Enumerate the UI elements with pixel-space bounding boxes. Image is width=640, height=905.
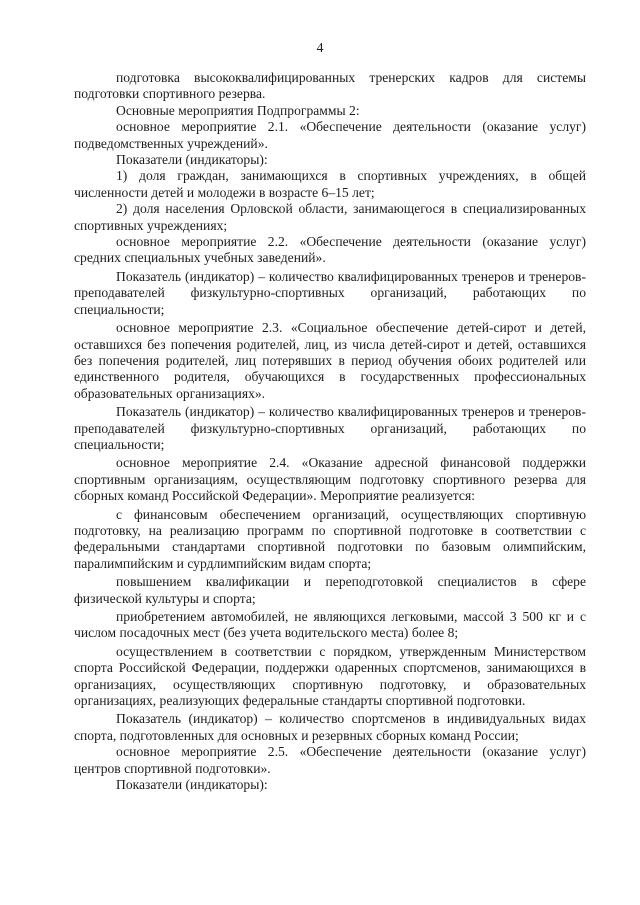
paragraph-5: 1) доля граждан, занимающихся в спортивных учреждениях, в общей численности детей и молодежи в возрасте 6–15 лет; xyxy=(74,168,586,200)
paragraph-18: Показатели (индикаторы): xyxy=(116,777,268,793)
paragraph-7: основное мероприятие 2.2. «Обеспечение деятельности (оказание услуг) средних специальных учебных заведений». xyxy=(74,234,586,266)
paragraph-10: Показатель (индикатор) – количество квалифицированных тренеров и тренеров-преподавателей физкультурно-спортивных организаций, работающих по специальности; xyxy=(74,404,586,452)
paragraph-11: основное мероприятие 2.4. «Оказание адресной финансовой поддержки спортивным организациям, осуществляющим подготовку спортивного резерва для сборных команд Российской Федерации». Мероприятие реализуется: xyxy=(74,455,586,504)
paragraph-12: с финансовым обеспечением организаций, осуществляющих спортивную подготовку, на реализацию программ по спортивной подготовке в соответствии с федеральными стандартами спортивной подготовки по базовым олимпийским, паралимпийским и сурдлимпийским видам спорта; xyxy=(74,506,586,571)
paragraph-17: основное мероприятие 2.5. «Обеспечение деятельности (оказание услуг) центров спортивной подготовки». xyxy=(74,744,586,776)
page-number: 4 xyxy=(316,40,324,55)
paragraph-16: Показатель (индикатор) – количество спортсменов в индивидуальных видах спорта, подготовленных для основных и резервных сборных команд России; xyxy=(74,711,586,743)
paragraph-4: Показатели (индикаторы): xyxy=(116,152,268,168)
paragraph-15: осуществлением в соответствии с порядком, утвержденным Министерством спорта Российской Федерации, поддержки одаренных спортсменов, занимающихся в организациях, осуществляющих спортивную подготовку, и образовательных организациях, реализующих федеральные стандарты спортивной подготовки. xyxy=(74,643,586,709)
paragraph-1: подготовка высококвалифицированных тренерских кадров для системы подготовки спортивного резерва. xyxy=(74,70,586,102)
paragraph-6: 2) доля населения Орловской области, занимающегося в специализированных спортивных учреждениях; xyxy=(74,201,586,233)
paragraph-14: приобретением автомобилей, не являющихся легковыми, массой 3 500 кг и с числом посадочных мест (без учета водительского места) более 8; xyxy=(74,609,586,641)
paragraph-2: Основные мероприятия Подпрограммы 2: xyxy=(116,102,360,118)
paragraph-13: повышением квалификации и переподготовкой специалистов в сфере физической культуры и спорта; xyxy=(74,574,586,606)
paragraph-3: основное мероприятие 2.1. «Обеспечение деятельности (оказание услуг) подведомственных учреждений». xyxy=(74,119,586,151)
paragraph-9: основное мероприятие 2.3. «Социальное обеспечение детей-сирот и детей, оставшихся без попечения родителей, лиц, из числа детей-сирот и детей, оставшихся без попечения родителей, лиц потерявших в период обучения обоих родителей или единственного родителя, обучающихся в государственных профессиональных образовательных организациях». xyxy=(74,320,586,401)
document-body xyxy=(74,70,586,793)
paragraph-8: Показатель (индикатор) – количество квалифицированных тренеров и тренеров-преподавателей физкультурно-спортивных организаций, работающих по специальности; xyxy=(74,268,586,317)
